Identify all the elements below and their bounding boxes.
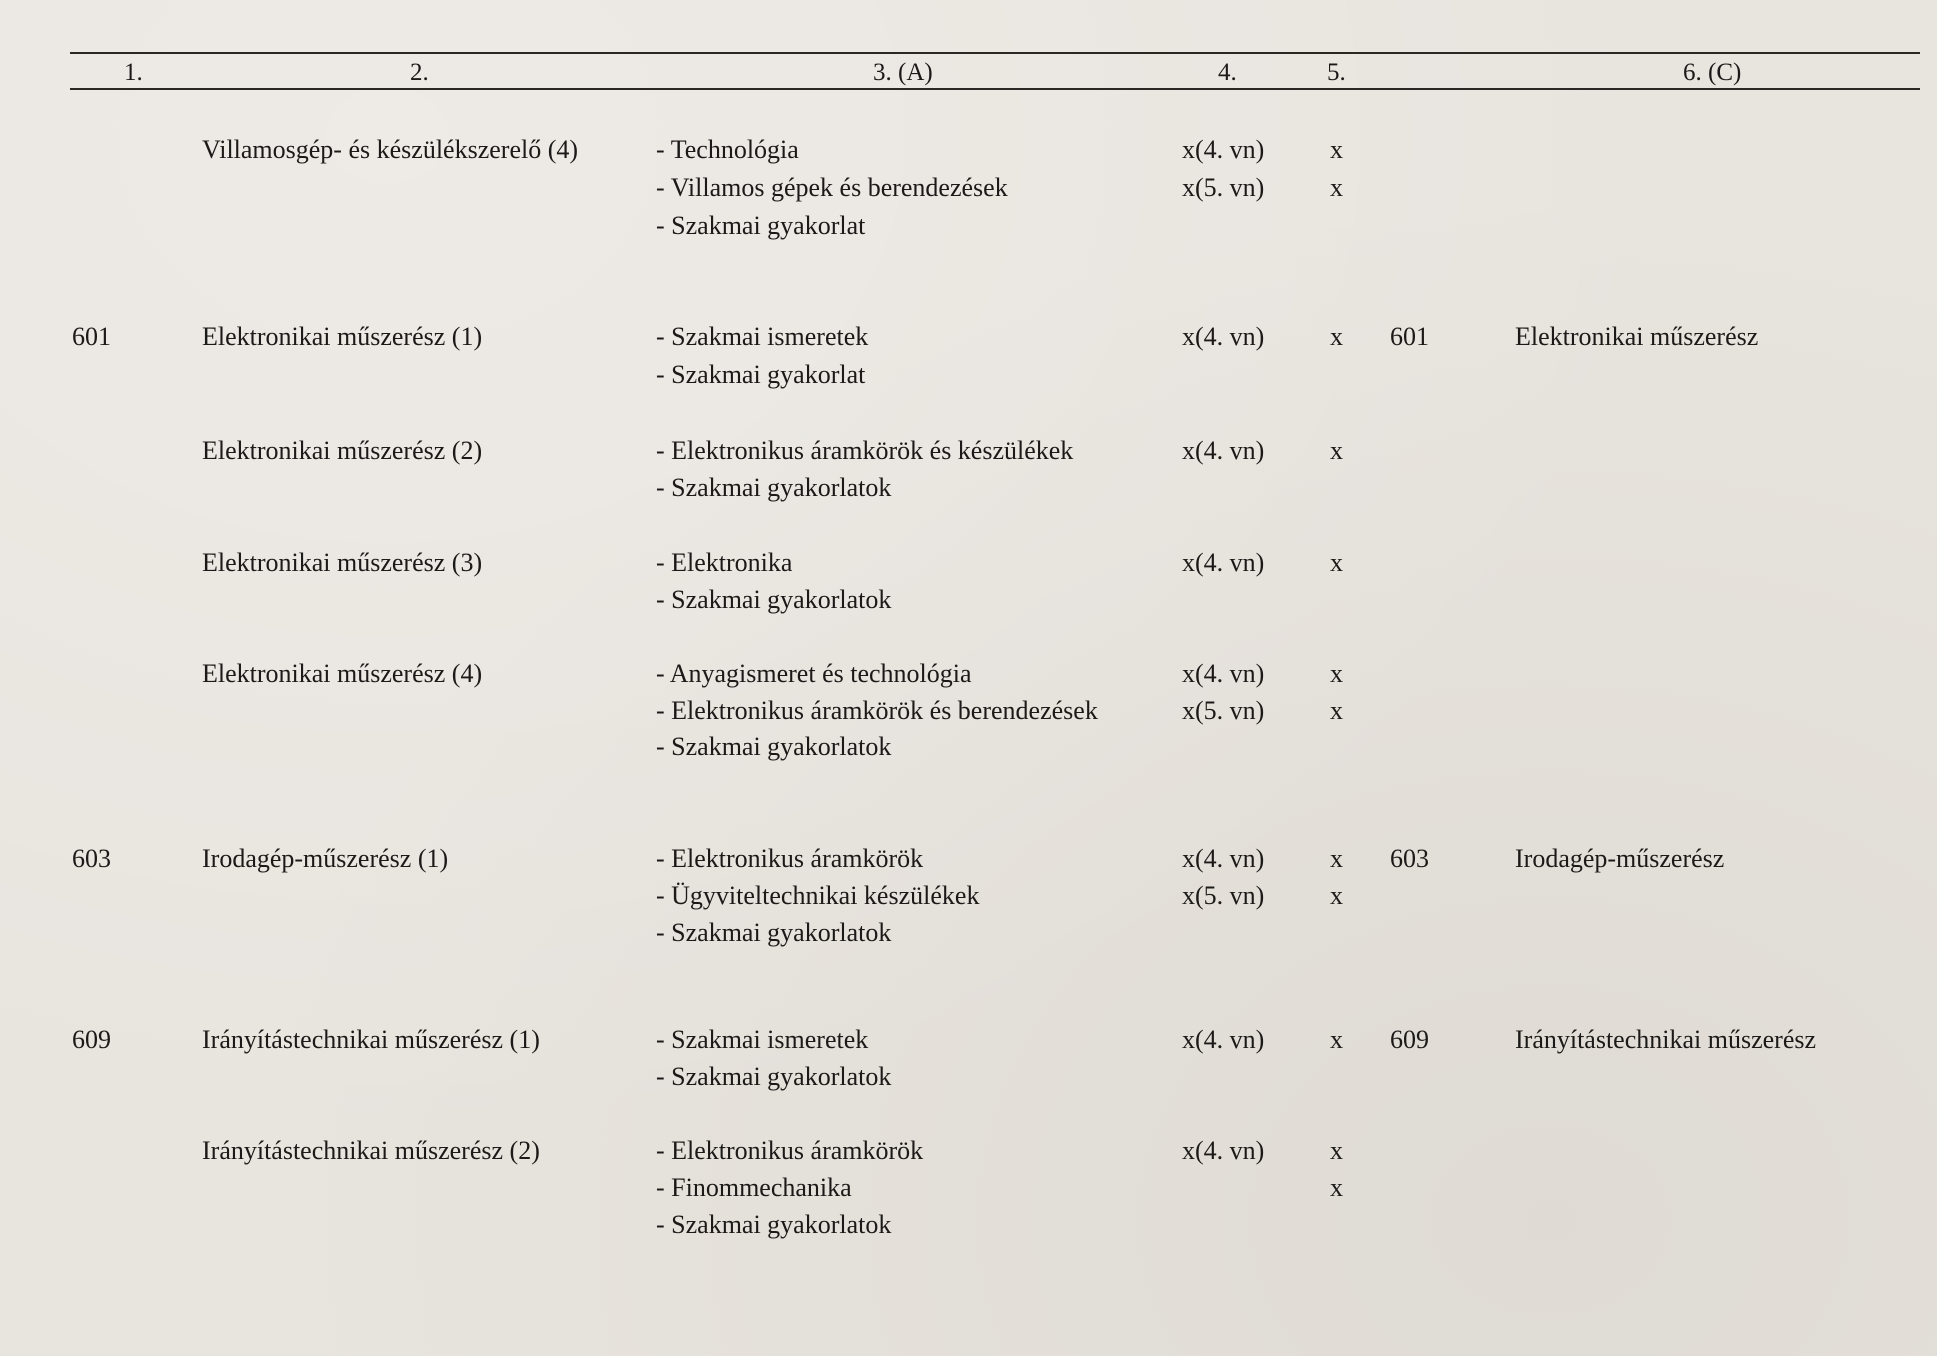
subject-line: - Szakmai gyakorlatok <box>656 585 892 614</box>
col4-mark: x(4. vn) <box>1182 322 1265 351</box>
col5-mark: x <box>1330 135 1343 164</box>
col4-mark: x(5. vn) <box>1182 881 1265 910</box>
subject-line: - Szakmai gyakorlat <box>656 211 866 240</box>
col5-mark: x <box>1330 659 1343 688</box>
trade-name: Irodagép-műszerész (1) <box>202 844 449 873</box>
subject-line: - Szakmai ismeretek <box>656 322 869 351</box>
col5-mark: x <box>1330 1173 1343 1202</box>
header-col-6: 6. (C) <box>1683 59 1742 86</box>
trade-name: Elektronikai műszerész (2) <box>202 436 483 465</box>
header-col-2: 2. <box>410 59 429 86</box>
header-col-3: 3. (A) <box>873 59 933 86</box>
trade-name: Elektronikai műszerész (4) <box>202 659 483 688</box>
trade-name: Irányítástechnikai műszerész (1) <box>202 1025 540 1054</box>
col4-mark: x(4. vn) <box>1182 436 1265 465</box>
header-col-5: 5. <box>1327 59 1346 86</box>
subject-line: - Elektronikus áramkörök <box>656 1136 924 1165</box>
col5-mark: x <box>1330 1136 1343 1165</box>
new-trade-code: 609 <box>1390 1025 1429 1054</box>
subject-line: - Szakmai gyakorlat <box>656 360 866 389</box>
table-header-rule <box>70 88 1920 90</box>
col5-mark: x <box>1330 844 1343 873</box>
col4-mark: x(4. vn) <box>1182 659 1265 688</box>
col4-mark: x(5. vn) <box>1182 696 1265 725</box>
subject-line: - Szakmai gyakorlatok <box>656 1062 892 1091</box>
new-trade-name: Elektronikai műszerész <box>1515 322 1759 351</box>
trade-name: Elektronikai műszerész (1) <box>202 322 483 351</box>
subject-line: - Elektronikus áramkörök és berendezések <box>656 696 1098 725</box>
new-trade-code: 603 <box>1390 844 1429 873</box>
subject-line: - Elektronika <box>656 548 793 577</box>
subject-line: - Szakmai gyakorlatok <box>656 732 892 761</box>
new-trade-name: Irányítástechnikai műszerész <box>1515 1025 1817 1054</box>
col5-mark: x <box>1330 173 1343 202</box>
col4-mark: x(4. vn) <box>1182 1136 1265 1165</box>
col4-mark: x(4. vn) <box>1182 135 1265 164</box>
trade-name: Elektronikai műszerész (3) <box>202 548 483 577</box>
col4-mark: x(4. vn) <box>1182 1025 1265 1054</box>
trade-code: 601 <box>72 322 111 351</box>
subject-line: - Finommechanika <box>656 1173 852 1202</box>
subject-line: - Elektronikus áramkörök <box>656 844 924 873</box>
col5-mark: x <box>1330 1025 1343 1054</box>
subject-line: - Elektronikus áramkörök és készülékek <box>656 436 1074 465</box>
col4-mark: x(4. vn) <box>1182 548 1265 577</box>
col5-mark: x <box>1330 436 1343 465</box>
subject-line: - Technológia <box>656 135 799 164</box>
col5-mark: x <box>1330 548 1343 577</box>
table-top-rule <box>70 52 1920 54</box>
subject-line: - Villamos gépek és berendezések <box>656 173 1008 202</box>
col5-mark: x <box>1330 322 1343 351</box>
subject-line: - Ügyviteltechnikai készülékek <box>656 881 980 910</box>
header-col-4: 4. <box>1218 59 1237 86</box>
trade-name: Irányítástechnikai műszerész (2) <box>202 1136 540 1165</box>
new-trade-name: Irodagép-műszerész <box>1515 844 1725 873</box>
subject-line: - Szakmai gyakorlatok <box>656 1210 892 1239</box>
trade-code: 609 <box>72 1025 111 1054</box>
trade-code: 603 <box>72 844 111 873</box>
col5-mark: x <box>1330 881 1343 910</box>
subject-line: - Szakmai gyakorlatok <box>656 918 892 947</box>
col4-mark: x(4. vn) <box>1182 844 1265 873</box>
subject-line: - Anyagismeret és technológia <box>656 659 972 688</box>
col4-mark: x(5. vn) <box>1182 173 1265 202</box>
new-trade-code: 601 <box>1390 322 1429 351</box>
subject-line: - Szakmai ismeretek <box>656 1025 869 1054</box>
header-col-1: 1. <box>124 59 143 86</box>
col5-mark: x <box>1330 696 1343 725</box>
subject-line: - Szakmai gyakorlatok <box>656 473 892 502</box>
trade-name: Villamosgép- és készülékszerelő (4) <box>202 135 579 164</box>
